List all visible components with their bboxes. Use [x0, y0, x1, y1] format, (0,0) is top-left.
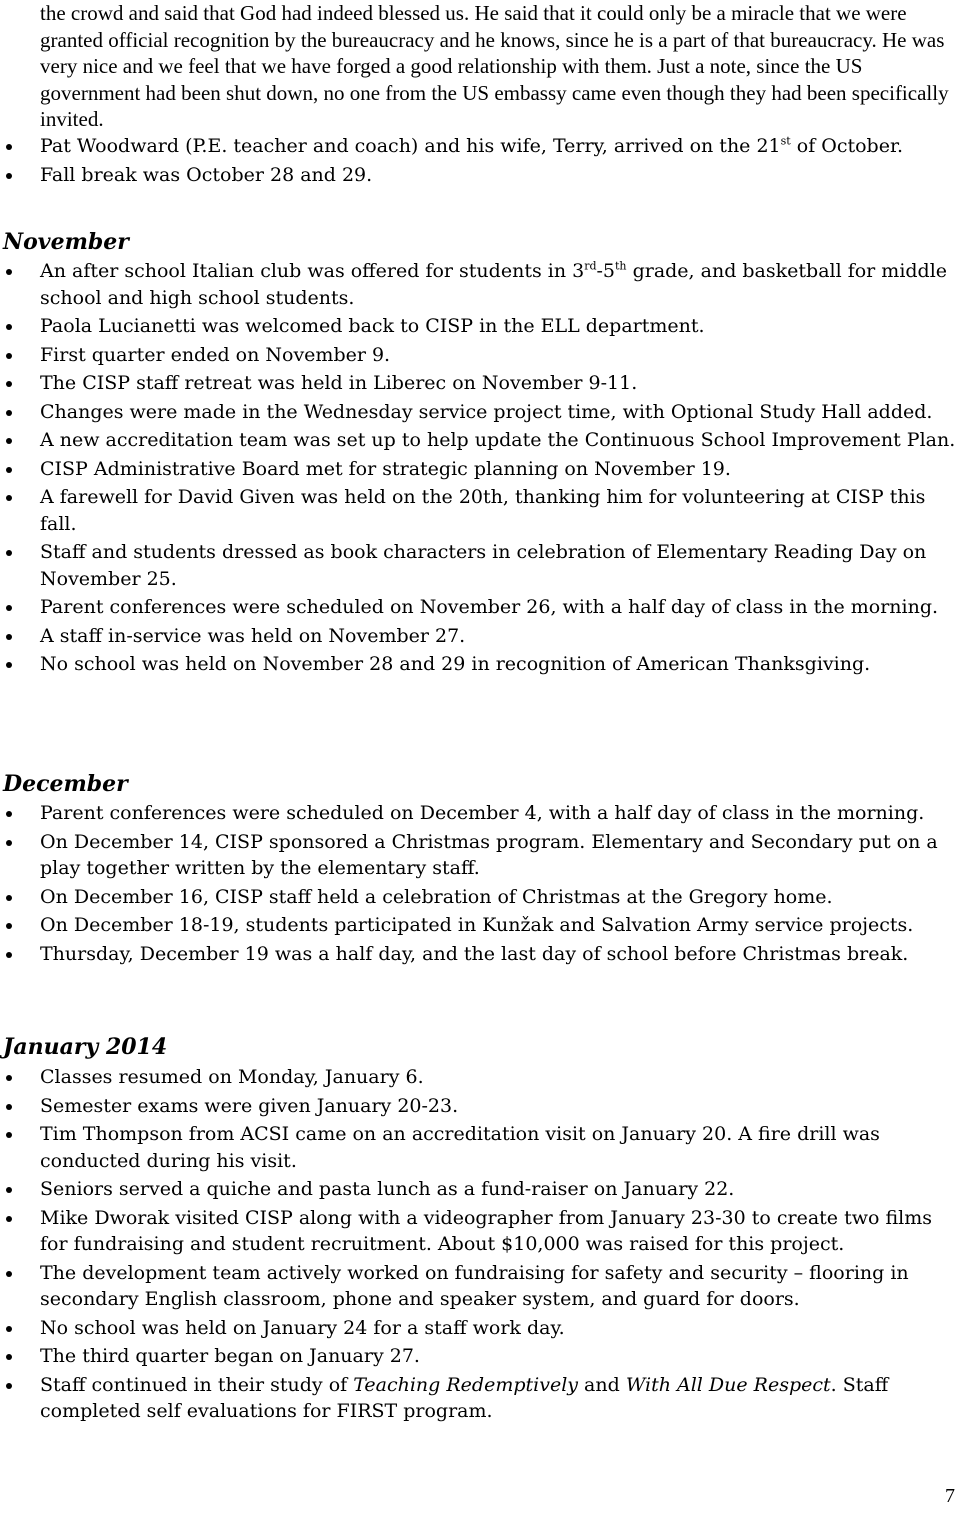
list-item: A new accreditation team was set up to help update the Continuous School Improvement Plan.: [0, 427, 958, 454]
list-item: Staff continued in their study of Teaching Redemptively and With All Due Respect. Staff completed self evaluations for FIRST program.: [0, 1372, 958, 1425]
january-list: [0, 1064, 958, 1427]
list-item: The development team actively worked on fundraising for safety and security – flooring in secondary English classroom, phone and speaker system, and guard for doors.: [0, 1260, 958, 1313]
list-item: On December 14, CISP sponsored a Christmas program. Elementary and Secondary put on a play together written by the elementary staff.: [0, 829, 958, 882]
list-item: Seniors served a quiche and pasta lunch as a fund-raiser on January 22.: [0, 1176, 958, 1203]
list-item: No school was held on January 24 for a staff work day.: [0, 1315, 958, 1342]
list-item: Mike Dworak visited CISP along with a videographer from January 23-30 to create two films for fundraising and student recruitment. About $10,000 was raised for this project.: [0, 1205, 958, 1258]
list-item: First quarter ended on November 9.: [0, 342, 958, 369]
list-item: On December 18-19, students participated in Kunžak and Salvation Army service projects.: [0, 912, 958, 939]
list-item: Paola Lucianetti was welcomed back to CISP in the ELL department.: [0, 313, 958, 340]
october-list: [0, 133, 958, 190]
list-item: A staff in-service was held on November 27.: [0, 623, 958, 650]
list-item: A farewell for David Given was held on the 20th, thanking him for volunteering at CISP this fall.: [0, 484, 958, 537]
section-heading-november: November: [3, 229, 129, 255]
november-list: [0, 258, 958, 680]
section-heading-december: December: [3, 771, 128, 797]
list-item: Pat Woodward (P.E. teacher and coach) and his wife, Terry, arrived on the 21st of October.: [0, 133, 958, 160]
list-item: Fall break was October 28 and 29.: [0, 162, 958, 189]
list-item: Tim Thompson from ACSI came on an accreditation visit on January 20. A fire drill was conducted during his visit.: [0, 1121, 958, 1174]
list-item: Changes were made in the Wednesday service project time, with Optional Study Hall added.: [0, 399, 958, 426]
section-heading-january: January 2014: [3, 1034, 168, 1060]
list-item: The CISP staff retreat was held in Liberec on November 9-11.: [0, 370, 958, 397]
list-item: Parent conferences were scheduled on December 4, with a half day of class in the morning.: [0, 800, 958, 827]
list-item: Semester exams were given January 20-23.: [0, 1093, 958, 1120]
list-item: Staff and students dressed as book characters in celebration of Elementary Reading Day on November 25.: [0, 539, 958, 592]
list-item: The third quarter began on January 27.: [0, 1343, 958, 1370]
list-item: CISP Administrative Board met for strategic planning on November 19.: [0, 456, 958, 483]
page-number: 7: [945, 1485, 955, 1507]
intro-paragraph: the crowd and said that God had indeed blessed us. He said that it could only be a miracle that we were granted official recognition by the bureaucracy and he knows, since he is a part of that bureaucracy. He was very nice and we feel that we have forged a good relationship with them. Just a note, since the US government had been shut down, no one from the US embassy came even though they had been specifically invited.: [40, 1, 949, 131]
list-item: Thursday, December 19 was a half day, and the last day of school before Christmas break.: [0, 941, 958, 968]
list-item: Classes resumed on Monday, January 6.: [0, 1064, 958, 1091]
list-item: Parent conferences were scheduled on November 26, with a half day of class in the morning.: [0, 594, 958, 621]
list-item: No school was held on November 28 and 29 in recognition of American Thanksgiving.: [0, 651, 958, 678]
list-item: An after school Italian club was offered for students in 3rd-5th grade, and basketball for middle school and high school students.: [0, 258, 958, 311]
december-list: [0, 800, 958, 969]
list-item: On December 16, CISP staff held a celebration of Christmas at the Gregory home.: [0, 884, 958, 911]
